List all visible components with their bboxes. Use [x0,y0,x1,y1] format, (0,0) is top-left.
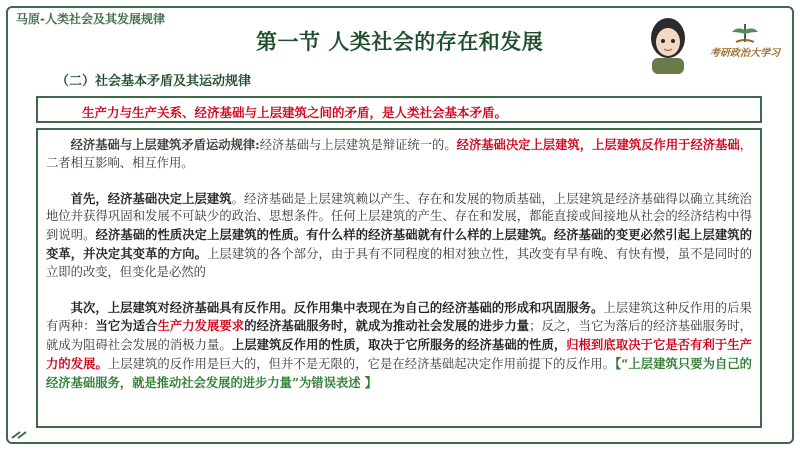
law-tail: ，二者相互影响、相互作用。 [46,138,752,170]
course-label: 马原-人类社会及其发展规律 [16,12,165,26]
brand-logo [702,22,788,68]
first-emphasis: 经济基础的性质决定上层建筑的性质。有什么样的经济基础就有什么样的上层建筑。经济基础的变更必然引起上层建筑的变革，并决定其变革的方向。 [46,227,752,261]
second-emphasis-a: 当它为适合 [95,318,158,334]
avatar [640,14,696,74]
key-statement: 生产力与生产关系、经济基础与上层建筑之间的矛盾，是人类社会基本矛盾。 [82,105,508,120]
first-text: 。经济基础是上层建筑赖以产生、存在和发展的物质基础，上层建筑是经济基础得以确立其统治地位并获得巩固和发展不可缺少的政治、思想条件。任何上层建筑的产生、存在和发展，都能直接或间接地从社会的经济结构中得到说明。 [46,191,752,243]
second-emphasis-c: 上层建筑反作用的性质，取决于它所服务的经济基础的性质， [231,337,567,353]
logo-text: 考研政治大学习 [710,48,780,59]
second-limit: 上层建筑的反作用是巨大的，但并不是无限的，它是在经济基础起决定作用前提下的反作用。 [107,356,615,371]
content-box [36,128,762,428]
second-lead: 其次，上层建筑对经济基础具有反作用。反作用集中表现在为自己的经济基础的形成和巩固服务。 [70,299,604,315]
second-red-a: 生产力发展要求 [157,318,245,334]
key-statement-banner [36,96,762,123]
second-emphasis-b: 的经济基础服务时，就成为推动社会发展的进步力量 [244,318,530,334]
law-title: 经济基础与上层建筑矛盾运动规律: [70,137,260,152]
second-text: 上层建筑这种反作用的后果有两种： [46,300,752,334]
paragraph-second [46,299,752,393]
law-highlight: 经济基础决定上层建筑，上层建筑反作用于经济基础 [456,137,740,152]
paragraph-law [46,136,752,173]
second-red-b: 归根到底取决于它是否有利于生产力的发展。 [46,337,752,371]
first-lead: 首先，经济基础决定上层建筑 [70,190,232,206]
corner-decoration-icon [10,430,30,440]
logo-emblem-icon [702,22,788,46]
first-tail: 上层建筑的各个部分，由于具有不同程度的相对独立性，其改变有早有晚、有快有慢，虽不是同时的立即的改变，但变化是必然的 [46,246,752,279]
error-note: 【“上层建筑只要为自己的经济基础服务，就是推动社会发展的进步力量”为错误表述 】 [46,355,752,390]
page-title: 第一节 人类社会的存在和发展 [256,30,544,54]
paragraph-first [46,190,752,282]
law-text: 经济基础与上层建筑是辩证统一的。 [259,138,457,152]
section-heading: （二）社会基本矛盾及其运动规律 [56,74,252,89]
second-contrast: ；反之，当它为落后的经济基础服务时，就成为阻碍社会发展的消极力量。 [46,319,752,353]
